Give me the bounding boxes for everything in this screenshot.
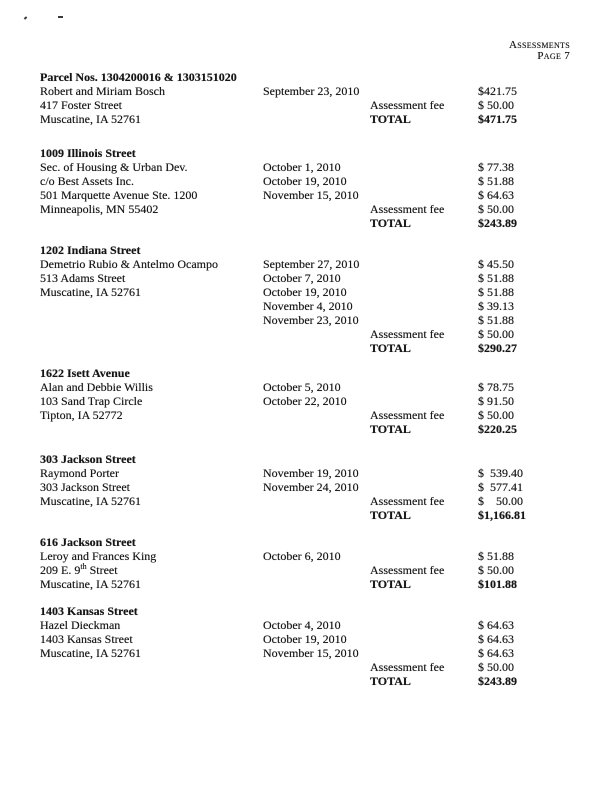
total-row [0,112,616,126]
parcel-block [0,452,616,522]
assessment-row [0,466,616,480]
payee-address-cell: Hazel Dieckman [40,618,121,632]
fee-label-cell: Assessment fee [370,202,445,216]
date-cell: October 19, 2010 [263,285,347,299]
fee-label-cell [370,299,478,313]
assessment-row [0,285,616,299]
fee-label-cell [370,160,478,174]
total-label-cell: TOTAL [370,341,411,355]
total-amount-cell: $243.89 [478,216,517,230]
assessment-row [0,174,616,188]
parcel-block [0,70,616,126]
payee-address-cell: 417 Foster Street [40,98,122,112]
total-label-cell: TOTAL [370,508,411,522]
date-cell: November 15, 2010 [263,188,359,202]
property-heading: 303 Jackson Street [40,452,136,466]
date-cell: November 23, 2010 [263,313,359,327]
property-heading: 1202 Indiana Street [40,243,141,257]
assessment-row [0,380,616,394]
date-cell [263,494,370,508]
date-cell [263,660,370,674]
property-heading: 616 Jackson Street [40,535,136,549]
amount-cell: $ 51.88 [478,313,514,327]
payee-address-cell: Leroy and Frances King [40,549,157,563]
total-row [0,577,616,591]
payee-address-cell: Alan and Debbie Willis [40,380,153,394]
payee-address-cell: Sec. of Housing & Urban Dev. [40,160,188,174]
date-cell: October 6, 2010 [263,549,341,563]
amount-cell: $ 64.63 [478,188,514,202]
property-heading: 1622 Isett Avenue [40,366,130,380]
amount-cell: $ 51.88 [478,271,514,285]
payee-address-cell [40,216,263,230]
fee-label-cell [370,380,478,394]
assessment-row [0,327,616,341]
fee-label-cell [370,285,478,299]
total-label-cell: TOTAL [370,216,411,230]
fee-label-cell [370,632,478,646]
fee-label-cell: Assessment fee [370,98,445,112]
assessment-row [0,299,616,313]
page-number: Page 7 [537,50,570,62]
fee-label-cell [370,480,478,494]
assessment-row [0,563,616,577]
scan-artifact [24,16,28,19]
date-cell: October 19, 2010 [263,174,347,188]
payee-address-cell: 303 Jackson Street [40,480,130,494]
assessment-row [0,480,616,494]
scan-artifact [58,16,63,18]
date-cell: November 4, 2010 [263,299,353,313]
fee-label-cell: Assessment fee [370,327,445,341]
date-cell [263,112,370,126]
parcel-block [0,535,616,591]
total-amount-cell: $243.89 [478,674,517,688]
property-heading: Parcel Nos. 1304200016 & 1303151020 [40,70,237,84]
assessment-row [0,408,616,422]
total-row [0,674,616,688]
assessment-row [0,494,616,508]
date-cell: October 19, 2010 [263,632,347,646]
fee-label-cell [370,188,478,202]
amount-cell: $ 50.00 [478,563,514,577]
total-row [0,341,616,355]
payee-address-cell: Muscatine, IA 52761 [40,646,141,660]
payee-address-cell: 1403 Kansas Street [40,632,133,646]
parcel-block [0,604,616,688]
date-cell: November 19, 2010 [263,466,359,480]
parcel-block [0,146,616,230]
amount-cell: $ 539.40 [478,466,523,480]
amount-cell: $ 78.75 [478,380,514,394]
page-header [509,40,570,62]
payee-address-cell: Raymond Porter [40,466,119,480]
date-cell [263,508,370,522]
date-cell [263,216,370,230]
fee-label-cell [370,84,478,98]
date-cell [263,341,370,355]
payee-address-cell [40,563,263,577]
assessment-row [0,618,616,632]
payee-address-cell: 103 Sand Trap Circle [40,394,143,408]
fee-label-cell [370,549,478,563]
total-row [0,508,616,522]
amount-cell: $ 64.63 [478,646,514,660]
payee-address-cell: c/o Best Assets Inc. [40,174,134,188]
property-heading: 1009 Illinois Street [40,146,136,160]
amount-cell: $ 51.88 [478,285,514,299]
payee-address-cell: Demetrio Rubio & Antelmo Ocampo [40,257,218,271]
total-label-cell: TOTAL [370,422,411,436]
date-cell: October 5, 2010 [263,380,341,394]
assessment-row [0,98,616,112]
amount-cell: $ 51.88 [478,174,514,188]
assessment-row [0,188,616,202]
assessment-row [0,313,616,327]
assessment-row [0,84,616,98]
date-cell: October 22, 2010 [263,394,347,408]
payee-address-cell [40,422,263,436]
total-label-cell: TOTAL [370,577,411,591]
total-amount-cell: $290.27 [478,341,517,355]
fee-label-cell: Assessment fee [370,563,445,577]
date-cell: November 15, 2010 [263,646,359,660]
payee-address-cell: Muscatine, IA 52761 [40,494,141,508]
total-label-cell: TOTAL [370,112,411,126]
ordinal-suffix: th [80,562,87,571]
address-text: 209 E. 9 [40,563,81,577]
parcel-block [0,366,616,436]
amount-cell: $ 91.50 [478,394,514,408]
amount-cell: $ 50.00 [478,202,514,216]
property-heading: 1403 Kansas Street [40,604,138,618]
fee-label-cell [370,257,478,271]
date-cell [263,98,370,112]
fee-label-cell: Assessment fee [370,494,445,508]
date-cell [263,577,370,591]
date-cell [263,422,370,436]
date-cell: November 24, 2010 [263,480,359,494]
amount-cell: $ 51.88 [478,549,514,563]
assessment-row [0,271,616,285]
fee-label-cell [370,271,478,285]
fee-label-cell [370,394,478,408]
date-cell: September 23, 2010 [263,84,360,98]
payee-address-cell: 501 Marquette Avenue Ste. 1200 [40,188,198,202]
date-cell: October 1, 2010 [263,160,341,174]
total-amount-cell: $101.88 [478,577,517,591]
amount-cell: $ 50.00 [478,494,523,508]
payee-address-cell [40,327,263,341]
amount-cell: $ 50.00 [478,408,514,422]
fee-label-cell [370,646,478,660]
date-cell [263,674,370,688]
assessment-row [0,660,616,674]
fee-label-cell [370,466,478,480]
payee-address-cell: Minneapolis, MN 55402 [40,202,159,216]
total-amount-cell: $220.25 [478,422,517,436]
date-cell [263,408,370,422]
payee-address-cell [40,313,263,327]
parcel-block [0,243,616,355]
date-cell [263,563,370,577]
date-cell [263,202,370,216]
amount-cell: $421.75 [478,84,517,98]
amount-cell: $ 45.50 [478,257,514,271]
date-cell [263,327,370,341]
fee-label-cell [370,174,478,188]
date-cell: October 4, 2010 [263,618,341,632]
assessment-row [0,257,616,271]
assessment-row [0,646,616,660]
payee-address-cell [40,341,263,355]
payee-address-cell: Muscatine, IA 52761 [40,112,141,126]
amount-cell: $ 64.63 [478,618,514,632]
amount-cell: $ 50.00 [478,327,514,341]
payee-address-cell: Muscatine, IA 52761 [40,285,141,299]
total-amount-cell: $1,166.81 [478,508,526,522]
amount-cell: $ 39.13 [478,299,514,313]
total-row [0,216,616,230]
payee-address-cell: Tipton, IA 52772 [40,408,123,422]
fee-label-cell: Assessment fee [370,408,445,422]
amount-cell: $ 577.41 [478,480,523,494]
payee-address-cell: Muscatine, IA 52761 [40,577,141,591]
fee-label-cell [370,313,478,327]
payee-address-cell [40,299,263,313]
amount-cell: $ 50.00 [478,98,514,112]
payee-address-cell: 513 Adams Street [40,271,126,285]
assessment-row [0,632,616,646]
payee-address-cell: Robert and Miriam Bosch [40,84,165,98]
total-row [0,422,616,436]
address-text: Street [86,563,118,577]
payee-address-cell [40,660,263,674]
assessment-row [0,160,616,174]
assessment-row [0,394,616,408]
assessment-row [0,549,616,563]
total-amount-cell: $471.75 [478,112,517,126]
fee-label-cell: Assessment fee [370,660,445,674]
date-cell: September 27, 2010 [263,257,360,271]
amount-cell: $ 77.38 [478,160,514,174]
amount-cell: $ 50.00 [478,660,514,674]
assessment-row [0,202,616,216]
document-title: Assessments [508,39,570,51]
payee-address-cell [40,674,263,688]
total-label-cell: TOTAL [370,674,411,688]
amount-cell: $ 64.63 [478,632,514,646]
payee-address-cell [40,508,263,522]
fee-label-cell [370,618,478,632]
date-cell: October 7, 2010 [263,271,341,285]
